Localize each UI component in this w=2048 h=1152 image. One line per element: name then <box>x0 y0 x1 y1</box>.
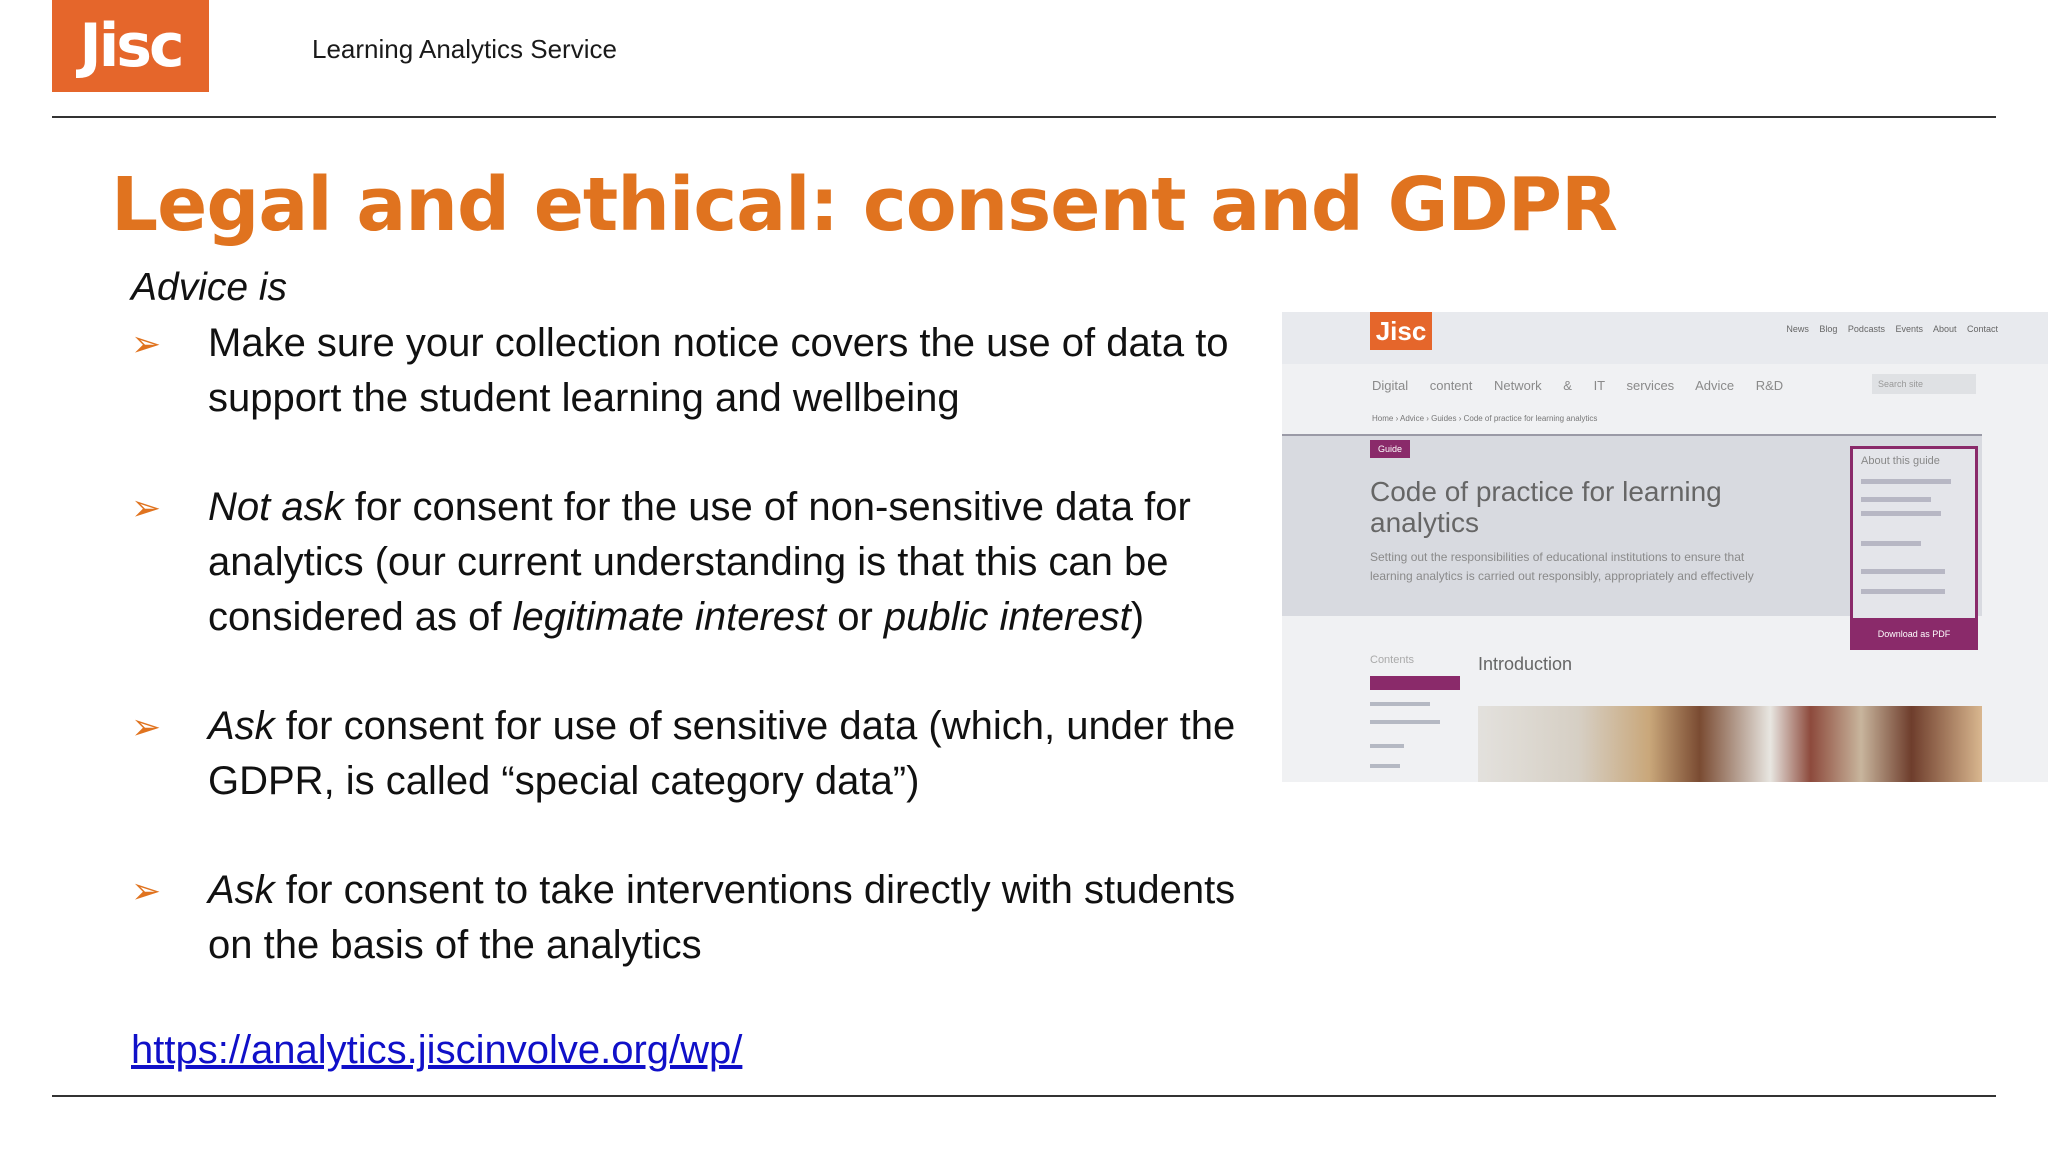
arrow-bullet-icon: ➢ <box>131 870 162 911</box>
header-divider <box>52 116 1996 118</box>
bullet-item <box>131 316 1261 426</box>
thumb-about-line <box>1861 569 1945 574</box>
thumb-search: Search site <box>1872 374 1976 394</box>
bullet-item <box>131 863 1261 973</box>
thumb-top-links: News Blog Podcasts Events About Contact <box>1786 324 1998 334</box>
bullet-list <box>131 316 1261 1027</box>
bullet-text-run: or <box>826 595 884 639</box>
thumb-about-line <box>1861 589 1945 594</box>
bullet-text-run: Ask <box>208 704 275 748</box>
thumb-title: Code of practice for learning analytics <box>1370 476 1722 538</box>
thumb-about-heading: About this guide <box>1861 455 1940 467</box>
bullet-text-run: Ask <box>208 868 275 912</box>
thumb-contents-item <box>1370 702 1430 706</box>
bullet-text-run: Make sure your collection notice covers the use of data to support the student learning and wellbeing <box>208 321 1229 420</box>
thumb-description: Setting out the responsibilities of educational institutions to ensure that learning analytics is carried out responsibly, appropriately and effectively <box>1370 550 1754 583</box>
thumb-jisc-logo: Jisc <box>1370 312 1432 350</box>
thumb-contents-item <box>1370 764 1400 768</box>
bullet-text-run: for consent for use of sensitive data (which, under the GDPR, is called “special category data”) <box>208 704 1236 803</box>
thumb-about-line <box>1861 479 1951 484</box>
thumb-photo <box>1478 706 1982 782</box>
bullet-text-run: public interest <box>883 595 1131 639</box>
thumb-about-line <box>1861 541 1921 546</box>
bullet-text-run: for consent for the use of non-sensitive data for analytics (our current understanding is that this can be considered as of <box>208 485 1191 639</box>
website-screenshot <box>1282 312 2048 782</box>
bullet-item <box>131 480 1261 645</box>
footer-divider <box>52 1095 1996 1097</box>
thumb-breadcrumb: Home › Advice › Guides › Code of practice for learning analytics <box>1372 414 1598 423</box>
thumb-about-box <box>1850 446 1978 622</box>
bullet-text-run: Not ask <box>208 485 344 529</box>
bullet-text-run: legitimate interest <box>512 595 827 639</box>
slide-title: Legal and ethical: consent and GDPR <box>111 162 1618 248</box>
thumb-download-button: Download as PDF <box>1850 618 1978 650</box>
thumb-contents-selected <box>1370 676 1460 690</box>
analytics-link[interactable]: https://analytics.jiscinvolve.org/wp/ <box>131 1028 743 1072</box>
arrow-bullet-icon: ➢ <box>131 706 162 747</box>
thumb-about-line <box>1861 497 1931 502</box>
jisc-logo: Jisc <box>52 0 209 92</box>
slide-intro: Advice is <box>131 266 288 309</box>
bullet-text-run: ) <box>1130 595 1145 639</box>
thumb-guide-tag: Guide <box>1370 440 1410 458</box>
thumb-intro-heading: Introduction <box>1478 654 1573 674</box>
thumb-nav: Digital content Network & IT services Advice R&D <box>1372 378 1784 393</box>
thumb-contents-item <box>1370 744 1404 748</box>
arrow-bullet-icon: ➢ <box>131 487 162 528</box>
thumb-about-line <box>1861 511 1941 516</box>
arrow-bullet-icon: ➢ <box>131 323 162 364</box>
bullet-item <box>131 699 1261 809</box>
thumb-contents-heading: Contents <box>1370 654 1415 666</box>
service-name: Learning Analytics Service <box>312 34 617 64</box>
thumb-contents-item <box>1370 720 1440 724</box>
bullet-text-run: for consent to take interventions directly with students on the basis of the analytics <box>208 868 1236 967</box>
